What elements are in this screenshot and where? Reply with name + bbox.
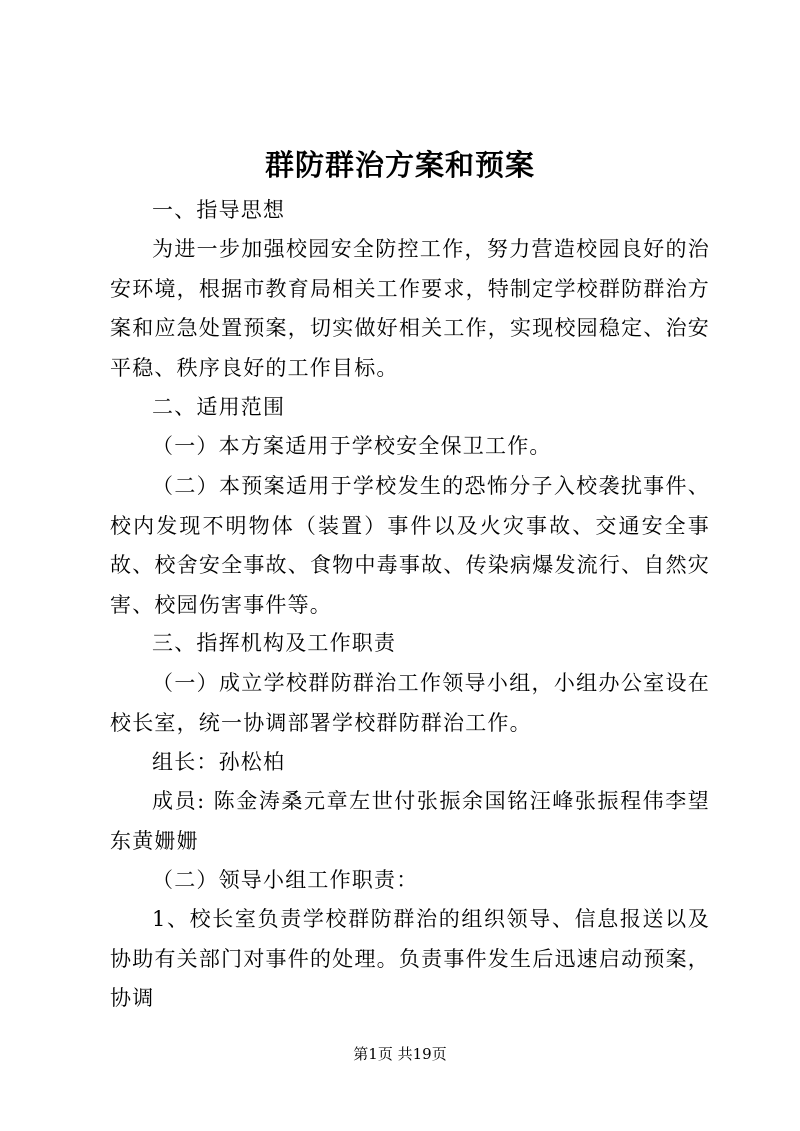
paragraph-guiding-idea: 为进一步加强校园安全防控工作，努力营造校园良好的治安环境，根据市教育局相关工作要求，特制定学校群防群治方案和应急处置预案，切实做好相关工作，实现校园稳定、治安平稳、秩序良好的工作目标。	[110, 237, 710, 380]
paragraph-duties-heading: （二）领导小组工作职责：	[152, 868, 419, 892]
section-heading-command: 三、指挥机构及工作职责	[152, 631, 397, 655]
paragraph-scope-2: （二）本预案适用于学校发生的恐怖分子入校袭扰事件、校内发现不明物体（装置）事件以及火灾事故、交通安全事故、校舍安全事故、食物中毒事故、传染病爆发流行、自然灾害、校园伤害事件等。	[110, 474, 710, 617]
section-heading-guiding-idea: 一、指导思想	[152, 198, 286, 222]
paragraph-command-1: （一）成立学校群防群治工作领导小组，小组办公室设在校长室，统一协调部署学校群防群治工作。	[110, 671, 710, 735]
section-heading-scope: 二、适用范围	[152, 395, 286, 419]
team-members-line: 成员: 陈金涛桑元章左世付张振余国铭汪峰张振程伟李望东黄姗姗	[110, 789, 710, 853]
paragraph-duties-1: 1、校长室负责学校群防群治的组织领导、信息报送以及协助有关部门对事件的处理。负责事件发生后迅速启动预案，协调	[110, 907, 710, 1010]
paragraph-scope-1: （一）本方案适用于学校安全保卫工作。	[152, 434, 552, 458]
team-leader-line: 组长：孙松柏	[152, 750, 286, 774]
page-footer: 第1页 共19页	[353, 1045, 447, 1063]
document-title: 群防群治方案和预案	[264, 148, 535, 182]
